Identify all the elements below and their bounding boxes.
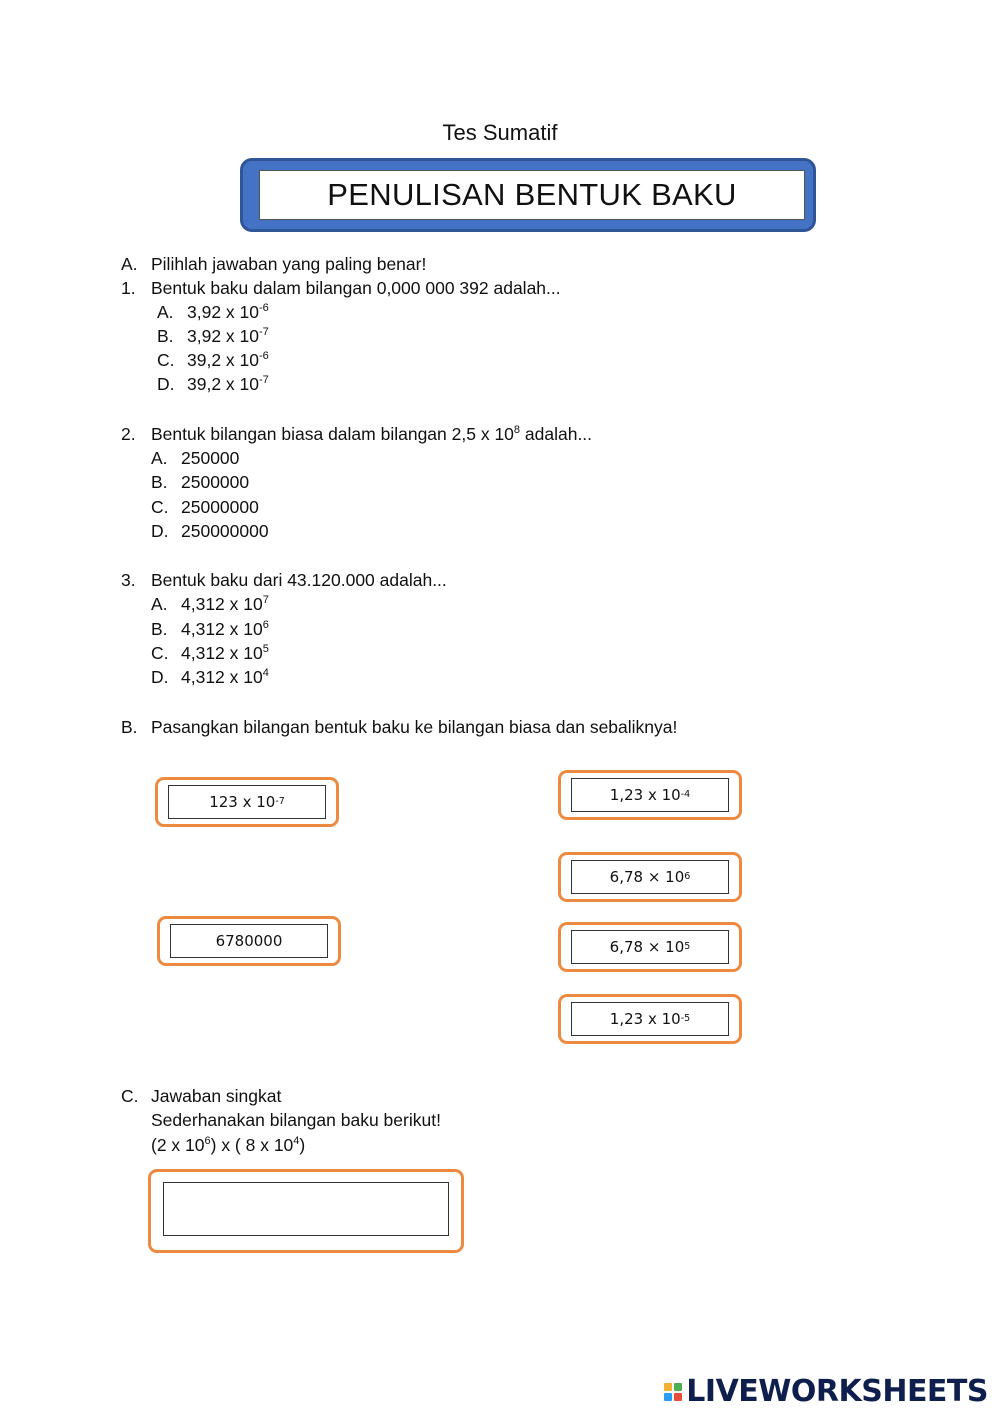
match-card-right-2[interactable]: 6,78 × 10 6 (558, 852, 742, 902)
q3-option-c[interactable]: C. 4,312 x $10^5$ (151, 643, 269, 663)
logo-square-2 (674, 1383, 682, 1391)
match-card-right-1[interactable]: 1,23 x 10 -4 (558, 770, 742, 820)
match-card-right-4[interactable]: 1,23 x 10 -5 (558, 994, 742, 1044)
question-3: 3. Bentuk baku dari 43.120.000 adalah... (121, 570, 447, 590)
q1-option-a[interactable]: A. 3,92 x $10^{-6}$ (157, 302, 269, 322)
section-c-instruction: Sederhanakan bilangan baku berikut! (151, 1110, 441, 1130)
q3-option-d[interactable]: D. 4,312 x $10^4$ (151, 667, 269, 687)
logo-square-3 (664, 1393, 672, 1401)
logo-text: LIVEWORKSHEETS (686, 1374, 988, 1409)
title-banner (240, 158, 816, 232)
section-c-expression: (2 x $10^6$) x ( 8 x $10^4$) (151, 1135, 306, 1155)
match-card-left-1[interactable]: 123 x 10 -7 (155, 777, 339, 827)
q2-option-a[interactable]: A. 250000 (151, 448, 240, 468)
question-1: 1. Bentuk baku dalam bilangan 0,000 000 392 adalah... (121, 278, 561, 298)
match-card-left-2[interactable]: 6780000 (157, 916, 341, 966)
q1-option-c[interactable]: C. 39,2 x $10^{-6}$ (157, 350, 269, 370)
liveworksheets-logo-icon (664, 1383, 682, 1401)
section-c-heading: C. Jawaban singkat (121, 1086, 282, 1106)
q2-option-d[interactable]: D. 250000000 (151, 521, 269, 541)
subtitle: Tes Sumatif (442, 120, 558, 145)
question-2: 2. Bentuk bilangan biasa dalam bilangan 2,5 x $10^8$ adalah... (121, 424, 593, 444)
q3-option-a[interactable]: A. 4,312 x $10^7$ (151, 594, 269, 614)
q1-option-d[interactable]: D. 39,2 x $10^{-7}$ (157, 374, 269, 394)
q1-option-b[interactable]: B. 3,92 x $10^{-7}$ (157, 326, 269, 346)
page-title: PENULISAN BENTUK BAKU (259, 170, 805, 220)
logo-square-4 (674, 1393, 682, 1401)
section-b-heading: B. Pasangkan bilangan bentuk baku ke bilangan biasa dan sebaliknya! (121, 717, 678, 737)
logo-square-1 (664, 1383, 672, 1391)
q2-option-b[interactable]: B. 2500000 (151, 472, 250, 492)
q3-option-b[interactable]: B. 4,312 x $10^6$ (151, 619, 269, 639)
q2-option-c[interactable]: C. 25000000 (151, 497, 259, 517)
liveworksheets-logo (664, 1374, 988, 1409)
answer-box (148, 1169, 464, 1253)
match-card-right-3[interactable]: 6,78 × 10 5 (558, 922, 742, 972)
section-a-heading: A. Pilihlah jawaban yang paling benar! (121, 254, 427, 274)
answer-input[interactable] (163, 1182, 449, 1236)
